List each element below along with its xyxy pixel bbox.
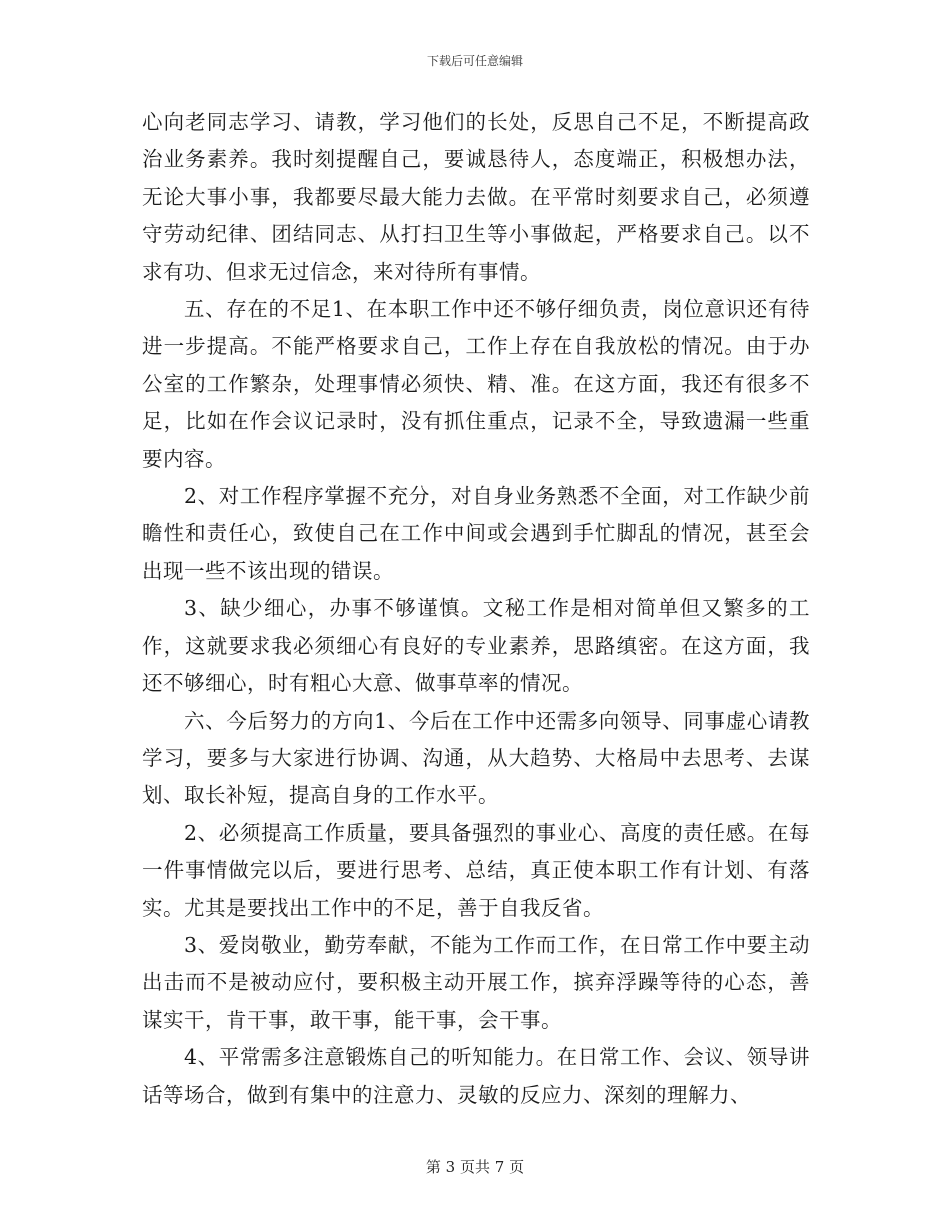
body-paragraph: 五、存在的不足1、在本职工作中还不够仔细负责，岗位意识还有待进一步提高。不能严格要求自己，工作上存在自我放松的情况。由于办公室的工作繁杂，处理事情必须快、精、准。在这方面，我还有很多不足，比如在作会议记录时，没有抓住重点，记录不全，导致遗漏一些重要内容。: [142, 297, 810, 471]
body-paragraph: 2、必须提高工作质量，要具备强烈的事业心、高度的责任感。在每一件事情做完以后，要进行思考、总结，真正使本职工作有计划、有落实。尤其是要找出工作中的不足，善于自我反省。: [142, 820, 810, 920]
body-paragraph: 3、爱岗敬业，勤劳奉献，不能为工作而工作，在日常工作中要主动出击而不是被动应付，要积极主动开展工作，摈弃浮躁等待的心态，善谋实干，肯干事，敢干事，能干事，会干事。: [142, 932, 810, 1032]
body-paragraph: 心向老同志学习、请教，学习他们的长处，反思自己不足，不断提高政治业务素养。我时刻提醒自己，要诚恳待人，态度端正，积极想办法，无论大事小事，我都要尽最大能力去做。在平常时刻要求自己，必须遵守劳动纪律、团结同志、从打扫卫生等小事做起，严格要求自己。以不求有功、但求无过信念，来对待所有事情。: [142, 110, 810, 284]
body-paragraph: 2、对工作程序掌握不充分，对自身业务熟悉不全面，对工作缺少前瞻性和责任心，致使自己在工作中间或会遇到手忙脚乱的情况，甚至会出现一些不该出现的错误。: [142, 484, 810, 583]
document-body: [142, 104, 810, 1114]
body-paragraph: 4、平常需多注意锻炼自己的听知能力。在日常工作、会议、领导讲话等场合，做到有集中的注意力、灵敏的反应力、深刻的理解力、: [142, 1045, 810, 1107]
body-paragraph: 六、今后努力的方向1、今后在工作中还需多向领导、同事虚心请教学习，要多与大家进行协调、沟通，从大趋势、大格局中去思考、去谋划、取长补短，提高自身的工作水平。: [142, 708, 810, 808]
page-footer: 第 3 页共 7 页: [425, 1158, 525, 1176]
body-paragraph: 3、缺少细心，办事不够谨慎。文秘工作是相对简单但又繁多的工作，这就要求我必须细心有良好的专业素养，思路缜密。在这方面，我还不够细心，时有粗心大意、做事草率的情况。: [142, 596, 810, 696]
page-header: 下载后可任意编辑: [426, 54, 523, 68]
